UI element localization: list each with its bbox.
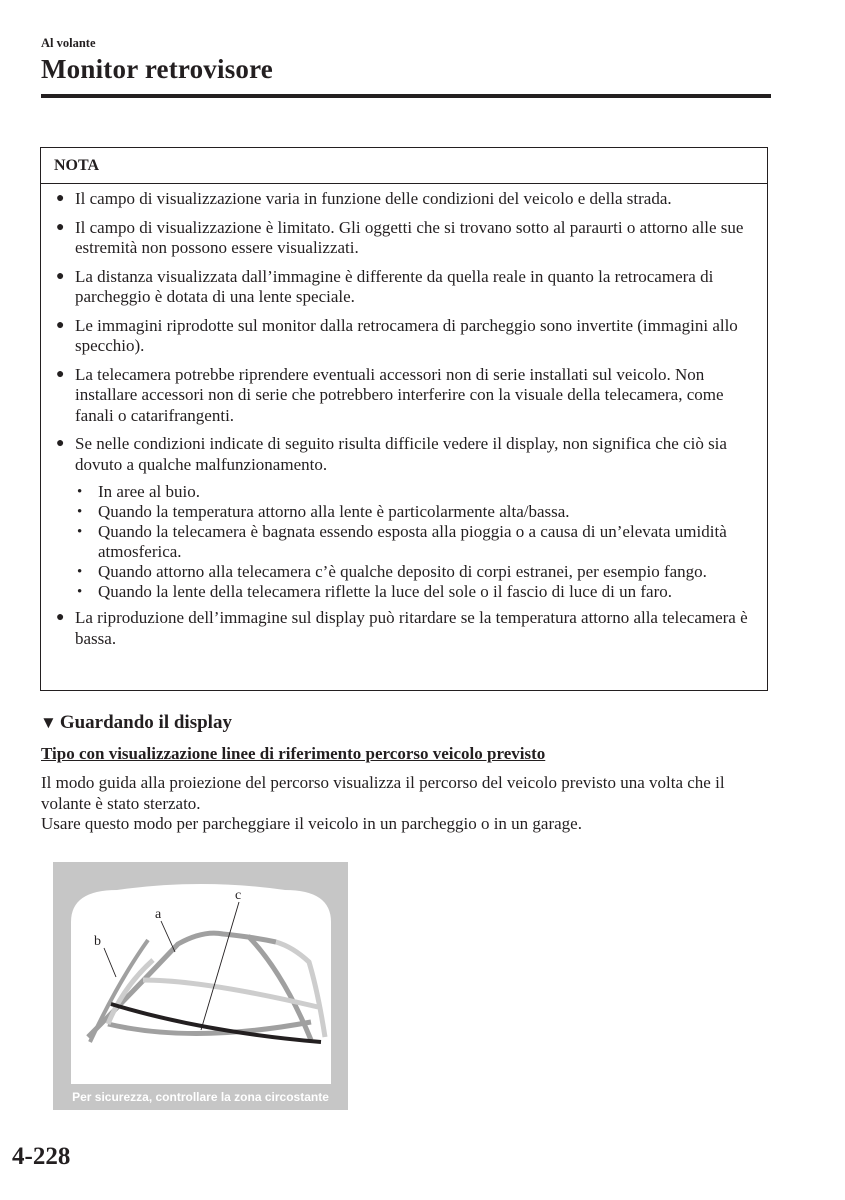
- list-item-text: Il campo di visualizzazione è limitato. Gli oggetti che si trovano sotto al paraurti o attorno alle sue estremità non possono essere visualizzati.: [75, 217, 744, 257]
- bullet-icon: ●: [56, 268, 65, 284]
- sub-bullet-icon: •: [77, 484, 83, 500]
- list-item: [55, 189, 759, 210]
- label-a: a: [155, 907, 162, 922]
- leader-line-c: [201, 902, 239, 1030]
- section-heading-text: Guardando il display: [59, 712, 232, 733]
- section-label: Al volante: [41, 36, 96, 50]
- sub-list-item-text: Quando la lente della telecamera riflette la luce del sole o il fascio di luce di un faro.: [98, 582, 672, 601]
- list-item-text: La telecamera potrebbe riprendere eventuali accessori non di serie installati sul veicolo. Non installare accessori non di serie che potrebbero interferire con la visuale della telecamera, come fanali o catarifrangenti.: [75, 364, 724, 425]
- subsection-heading: Tipo con visualizzazione linee di riferimento percorso veicolo previsto: [41, 744, 546, 763]
- sub-list-item: [75, 582, 759, 602]
- sub-list-item: [75, 522, 759, 562]
- bullet-icon: ●: [56, 436, 65, 451]
- list-item-text: Il campo di visualizzazione varia in funzione delle condizioni del veicolo e della strada.: [75, 189, 672, 208]
- title-rule: [41, 94, 771, 98]
- camera-view-illustration: [53, 862, 348, 1110]
- sub-bullet-icon: •: [77, 504, 83, 520]
- body-text: [41, 773, 771, 835]
- sub-list-item-text: In aree al buio.: [98, 482, 200, 501]
- label-b: b: [94, 934, 101, 949]
- triangle-icon: ▼: [40, 713, 57, 732]
- sub-list-item: [75, 482, 759, 502]
- guide-line-c: [111, 1004, 321, 1042]
- sub-bullet-icon: •: [77, 584, 83, 600]
- leader-line-b: [104, 948, 116, 977]
- list-item: [55, 218, 759, 259]
- nota-body: [41, 184, 767, 649]
- list-item: [55, 608, 759, 649]
- paragraph: Usare questo modo per parcheggiare il veicolo in un parcheggio o in un garage.: [41, 814, 582, 833]
- sub-list-item-text: Quando la temperatura attorno alla lente è particolarmente alta/bassa.: [98, 502, 570, 521]
- camera-display-figure: [53, 862, 348, 1110]
- bullet-icon: ●: [56, 219, 65, 235]
- sub-list-item: [75, 502, 759, 522]
- list-item: [55, 434, 759, 602]
- sub-list-item: [75, 562, 759, 582]
- paragraph: Il modo guida alla proiezione del percorso visualizza il percorso del veicolo previsto una volta che il volante è stato sterzato.: [41, 773, 725, 813]
- page-title: Monitor retrovisore: [41, 54, 273, 84]
- list-item: [55, 365, 759, 427]
- list-item: [55, 316, 759, 357]
- list-item-text: La distanza visualizzata dall’immagine è differente da quella reale in quanto la retrocamera di parcheggio è dotata di una lente speciale.: [75, 266, 714, 306]
- sub-bullet-icon: •: [77, 564, 83, 580]
- leader-line-a: [161, 921, 175, 952]
- bullet-icon: ●: [56, 317, 65, 333]
- label-c: c: [235, 888, 242, 903]
- list-item-text: Le immagini riprodotte sul monitor dalla retrocamera di parcheggio sono invertite (immagini allo specchio).: [75, 315, 738, 355]
- nota-heading: NOTA: [41, 148, 767, 184]
- sub-bullet-icon: •: [77, 524, 83, 540]
- bullet-icon: ●: [56, 191, 65, 206]
- sub-list-item-text: Quando la telecamera è bagnata essendo esposta alla pioggia o a causa di un’elevata umidità atmosferica.: [98, 522, 727, 561]
- nota-box: [40, 147, 768, 691]
- sub-list: [75, 482, 759, 602]
- bullet-icon: ●: [56, 366, 65, 382]
- display-caption: Per sicurezza, controllare la zona circostante: [72, 1090, 329, 1104]
- section-heading: [40, 712, 232, 734]
- bullet-icon: ●: [56, 610, 65, 625]
- list-item-text: La riproduzione dell’immagine sul display può ritardare se la temperatura attorno alla telecamera è bassa.: [75, 608, 748, 648]
- page-number: 4-228: [12, 1143, 71, 1170]
- sub-list-item-text: Quando attorno alla telecamera c’è qualche deposito di corpi estranei, per esempio fango.: [98, 562, 707, 581]
- list-item-text: Se nelle condizioni indicate di seguito risulta difficile vedere il display, non significa che ciò sia dovuto a qualche malfunzionamento.: [75, 434, 727, 474]
- list-item: [55, 267, 759, 308]
